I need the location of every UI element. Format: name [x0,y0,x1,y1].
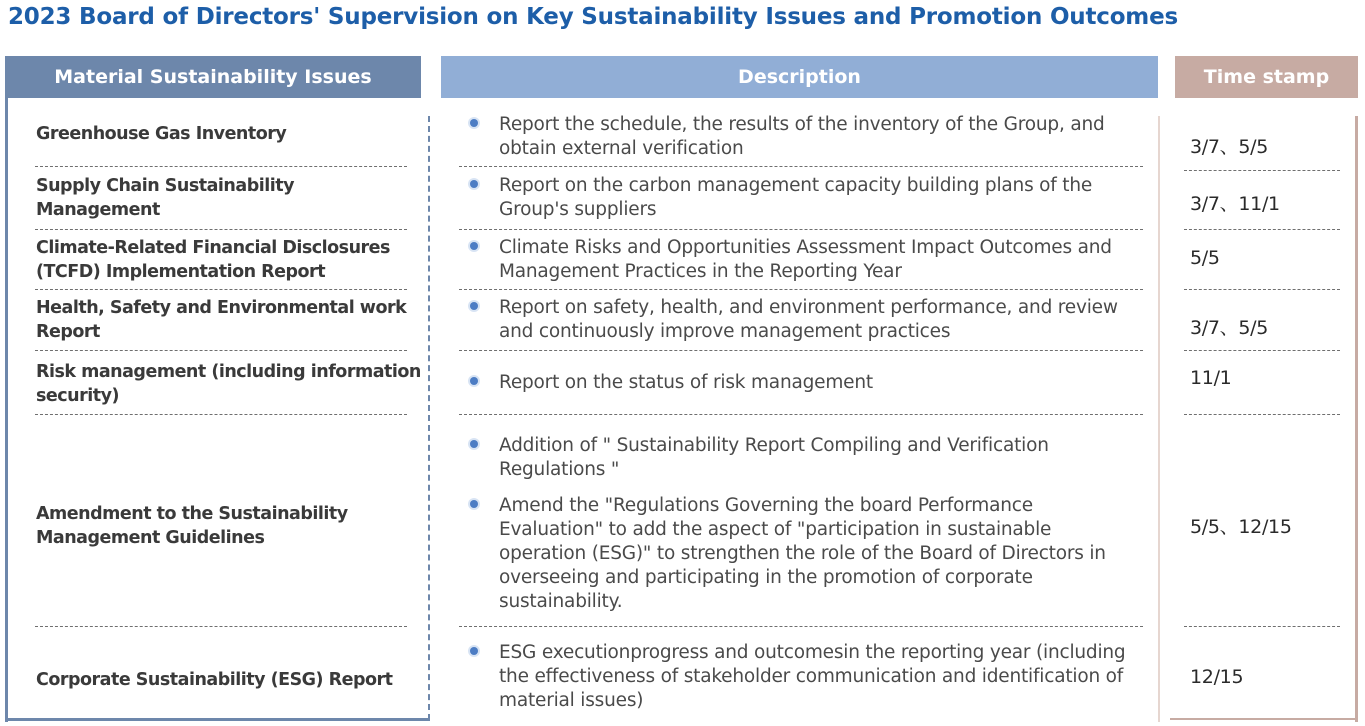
description-item [461,296,1141,344]
row-separator [459,289,1143,290]
description-text: Amend the "Regulations Governing the board Performance Evaluation" to add the aspect of "participation in sustainable operation (ESG)" to strengthen the role of the Board of Directors in overseeing and participating in the promotion of corporate sustainability. [499,495,1106,612]
row-separator [35,350,407,351]
issues-column-divider [428,116,430,720]
row-separator [35,289,407,290]
header-description: Description [441,56,1158,98]
bullet-icon [470,302,478,310]
bullet-icon [470,377,478,385]
description-cell [461,641,1141,713]
issue-cell: Risk management (including information security) [36,362,421,406]
description-text: Climate Risks and Opportunities Assessment Impact Outcomes and Management Practices in the Reporting Year [499,237,1112,282]
row-separator [1184,626,1340,627]
description-cell [461,371,1141,395]
time-cell: 5/5 [1190,247,1220,269]
time-cell: 11/1 [1190,367,1232,389]
description-item [461,113,1141,161]
issue-cell: Amendment to the Sustainability Management Guidelines [36,504,348,548]
row-separator [459,626,1143,627]
bullet-icon [470,647,478,655]
issue-cell: Greenhouse Gas Inventory [36,124,287,144]
bullet-icon [470,119,478,127]
header-issues: Material Sustainability Issues [5,56,421,98]
row-separator [1184,414,1340,415]
time-cell: 3/7、5/5 [1190,317,1269,339]
bullet-icon [470,180,478,188]
row-separator [1184,170,1340,171]
issues-column-border [5,98,8,722]
description-item [461,371,1141,395]
description-text: Report on the carbon management capacity building plans of the Group's suppliers [499,175,1093,220]
page-title: 2023 Board of Directors' Supervision on Key Sustainability Issues and Promotion Outcomes [8,4,1178,30]
bullet-icon [470,440,478,448]
row-separator [459,229,1143,230]
time-cell: 5/5、12/15 [1190,516,1292,538]
description-cell [461,296,1141,344]
description-text: Report the schedule, the results of the inventory of the Group, and obtain external verification [499,114,1105,159]
time-column-bottom-border [1170,718,1358,720]
description-text: Addition of " Sustainability Report Compiling and Verification Regulations " [499,435,1049,480]
description-cell [461,174,1141,222]
issue-cell: Climate-Related Financial Disclosures (TCFD) Implementation Report [36,238,390,282]
row-separator [35,414,407,415]
time-column-left-border [1158,116,1160,722]
description-item [461,174,1141,222]
time-cell: 3/7、5/5 [1190,136,1269,158]
issue-cell: Supply Chain Sustainability Management [36,176,294,220]
description-cell [461,236,1141,284]
row-separator [459,166,1143,167]
description-text: Report on safety, health, and environment performance, and review and continuously improve management practices [499,297,1118,342]
row-separator [35,626,407,627]
issue-cell: Health, Safety and Environmental work Report [36,298,407,342]
row-separator [1184,289,1340,290]
description-cell [461,113,1141,161]
description-item [461,236,1141,284]
issue-cell: Corporate Sustainability (ESG) Report [36,670,393,690]
row-separator [459,350,1143,351]
row-separator [35,229,407,230]
description-text: ESG executionprogress and outcomesin the reporting year (including the effectiveness of stakeholder communication and identification of material issues) [499,642,1126,711]
description-cell [461,434,1141,614]
row-separator [35,166,407,167]
issues-column-bottom-border [5,718,430,721]
row-separator [1184,229,1340,230]
description-item [461,434,1141,482]
time-column-right-border [1355,116,1358,722]
row-separator [1184,350,1340,351]
row-separator [459,414,1143,415]
header-time-stamp: Time stamp [1175,56,1358,98]
bullet-icon [470,242,478,250]
description-item [461,641,1141,713]
bullet-icon [470,500,478,508]
description-item [461,494,1141,614]
description-text: Report on the status of risk management [499,372,873,393]
time-cell: 12/15 [1190,666,1244,688]
time-cell: 3/7、11/1 [1190,193,1280,215]
